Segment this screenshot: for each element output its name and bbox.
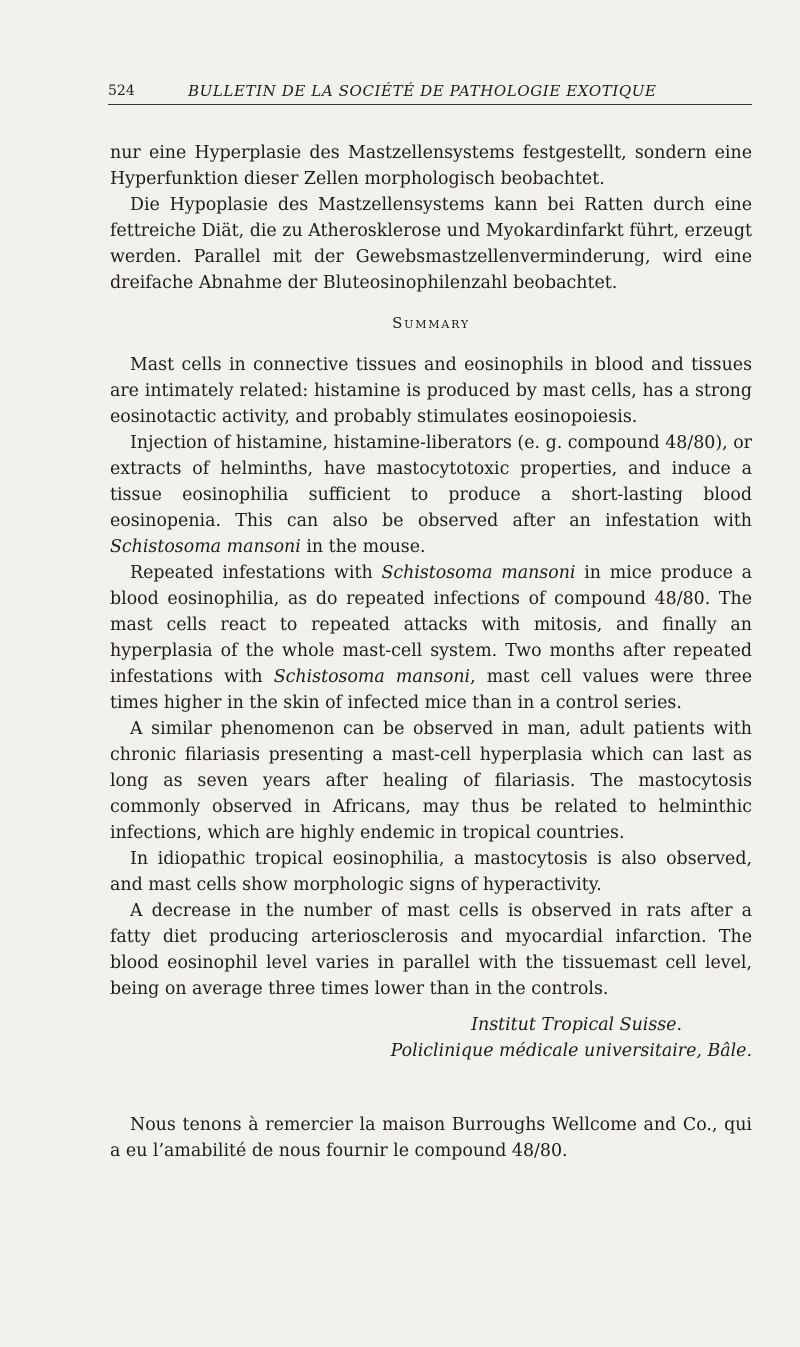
page-header xyxy=(108,80,752,105)
text-run: Injection of histamine, histamine-liberators (e. g. compound 48/80), or extracts of helminths, have mastocytotoxic properties, and induce a tissue eosinophilia sufficient to produce a short-lasting blood eosinopenia. This can also be observed after an infestation with xyxy=(110,433,752,531)
german-paragraph-continuation: nur eine Hyperplasie des Mastzellensystems festgestellt, sondern eine Hyperfunktion dieser Zellen morphologisch beobachtet. xyxy=(110,143,752,189)
affiliation-clinic: Policlinique médicale universitaire, Bâle. xyxy=(390,1041,752,1061)
summary-paragraph-6: A decrease in the number of mast cells is observed in rats after a fatty diet producing arteriosclerosis and myocardial infarction. The blood eosinophil level varies in parallel with the tissuemast cell level, being on average three times lower than in the controls. xyxy=(110,901,752,999)
acknowledgement: Nous tenons à remercier la maison Burroughs Wellcome and Co., qui a eu l’amabilité de nous fournir le compound 48/80. xyxy=(110,1115,752,1161)
summary-paragraph-3 xyxy=(110,560,752,716)
section-heading-summary: Summary xyxy=(392,314,470,332)
german-paragraph: Die Hypoplasie des Mastzellensystems kann bei Ratten durch eine fettreiche Diät, die zu Atherosklerose und Myokardinfarkt führt, erzeugt werden. Parallel mit der Gewebsmastzellenverminderung, wird eine dreifache Abnahme der Bluteosinophilenzahl beobachtet. xyxy=(110,195,752,293)
summary-paragraph-5: In idiopathic tropical eosinophilia, a mastocytosis is also observed, and mast cells show morphologic signs of hyperactivity. xyxy=(110,849,752,895)
affiliation-institute: Institut Tropical Suisse. xyxy=(471,1015,682,1035)
species-name: Schistosoma mansoni xyxy=(381,563,576,583)
text-run: Repeated infestations with xyxy=(130,563,382,583)
page-body xyxy=(110,140,752,1164)
text-run: in the mouse. xyxy=(300,537,426,557)
species-name: Schistosoma mansoni xyxy=(110,537,301,557)
summary-paragraph-4: A similar phenomenon can be observed in man, adult patients with chronic filariasis presenting a mast-cell hyperplasia which can last as long as seven years after healing of filariasis. The mastocytosis commonly observed in Africans, may thus be related to helminthic infections, which are highly endemic in tropical countries. xyxy=(110,719,752,843)
text-run: , mast cell values were three times higher in the skin of infected mice than in a control series. xyxy=(110,667,753,713)
species-name: Schistosoma mansoni xyxy=(273,667,471,687)
running-title: BULLETIN DE LA SOCIÉTÉ DE PATHOLOGIE EXOTIQUE xyxy=(188,82,657,100)
page-number: 524 xyxy=(108,83,135,99)
summary-paragraph-2 xyxy=(110,430,752,560)
summary-paragraph-1: Mast cells in connective tissues and eosinophils in blood and tissues are intimately related: histamine is produced by mast cells, has a strong eosinotactic activity, and probably stimulates eosinopoiesis. xyxy=(110,355,752,427)
text-run: in mice produce a blood eosinophilia, as do repeated infections of compound 48/80. The mast cells react to repeated attacks with mitosis, and finally an hyperplasia of the whole mast-cell system. Two months after repeated infestations with xyxy=(110,563,753,687)
